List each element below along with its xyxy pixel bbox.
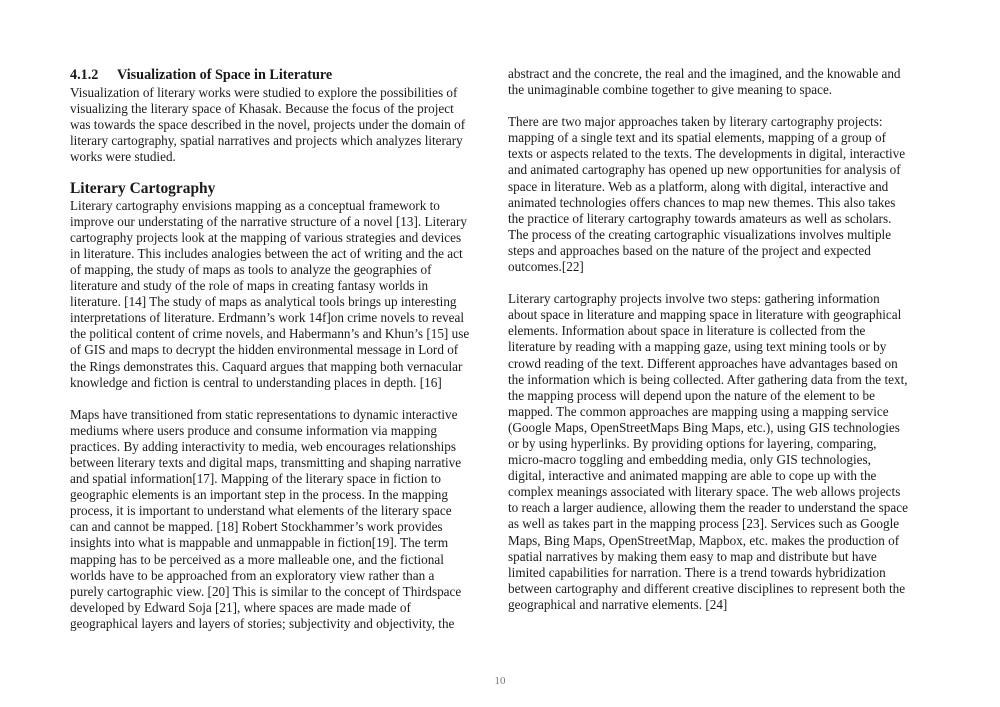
paragraph-maps-transition: Maps have transitioned from static representations to dynamic interactive mediums where users produce and consume information via mapping practices. By adding interactivity to media, web encourages relationships between literary texts and digital maps, transmitting and shaping narrative and spatial information[17]. Mapping of the literary space in fiction to geographic elements is an important step in the process. In the mapping process, it is important to understand what elements of the literary space can and cannot be mapped. [18] Robert Stockhammer’s work provides insights into what is mappable and unmappable in fiction[19]. The term mapping has to be perceived as a more malleable one, and the fictional worlds have to be approached from an exploratory view rather than a purely cartographic view. [20] This is similar to the concept of Thirdspace developed by Edward Soja [21], where spaces are made made of geographical layers and layers of stories; subjectivity and objectivity, the: [70, 406, 462, 631]
subheading-literary-cartography: Literary Cartography: [70, 180, 216, 198]
section-number: 4.1.2: [70, 67, 99, 83]
paragraph-two-approaches: There are two major approaches taken by literary cartography projects: mapping of a single text and its spatial elements, mapping of a group of texts or aspects related to the texts. The developments in digital, interactive and animated cartography has opened up new opportunities for analysis of space in literature. Web as a platform, along with digital, interactive and animated technologies offers chances to map new themes. This also takes the practice of literary cartography towards amateurs as well as scholars. The process of the creating cartographic visualizations involves multiple steps and approaches based on the nature of the project and expected outcomes.[22]: [508, 114, 906, 275]
section-heading: [70, 66, 470, 84]
paragraph-continued: abstract and the concrete, the real and the imagined, and the knowable and the unimaginable combine together to give meaning to space.: [508, 66, 901, 98]
paragraph-literary-cartography: Literary cartography envisions mapping as a conceptual framework to improve our understating of the narrative structure of a novel [13]. Literary cartography projects look at the mapping of various strategies and devices in literature. This includes analogies between the act of writing and the act of mapping, the study of maps as tools to analyze the geographies of literature and study of the role of maps in creating fantasy worlds in literature. [14] The study of maps as analytical tools brings up interesting interpretations of literature. Erdmann’s work 14f]on crime novels to reveal the political content of crime novels, and Habermann’s and Khun’s [15] use of GIS and maps to decrypt the hidden environmental message in Lord of the Rings demonstrates this. Caquard argues that mapping both vernacular knowledge and fiction is central to understanding places in depth. [16]: [70, 197, 470, 390]
section-title: Visualization of Space in Literature: [117, 67, 333, 83]
right-column: [508, 66, 908, 613]
paragraph-two-steps: Literary cartography projects involve two steps: gathering information about space in literature and mapping space in literature with geographical elements. Information about space in literature is collected from the literature by reading with a mapping gaze, using text mining tools or by crowd reading of the text. Different approaches have advantages based on the information which is being collected. After gathering data from the text, the mapping process will depend upon the nature of the element to be mapped. The common approaches are mapping using a mapping service (Google Maps, OpenStreetMaps Bing Maps, etc.), using GIS technologies or by using hyperlinks. By providing options for layering, comparing, micro-macro toggling and embedding media, only GIS technologies, digital, interactive and animated mapping are able to cope up with the complex meanings associated with literary space. The web allows projects to reach a larger audience, allowing them the reader to understand the space as well as takes part in the mapping process [23]. Services such as Google Maps, Bing Maps, OpenStreetMap, Mapbox, etc. makes the production of spatial narratives by making them easy to map and distribute but have limited capabilities for narration. There is a trend towards hybridization between cartography and different creative disciplines to represent both the geographical and narrative elements. [24]: [508, 291, 908, 612]
left-column: [70, 66, 470, 632]
intro-paragraph: Visualization of literary works were studied to explore the possibilities of visualizing the literary space of Khasak. Because the focus of the project was towards the space described in the novel, projects under the domain of literary cartography, spatial narratives and projects which analyzes literary works were studied.: [70, 85, 466, 165]
page-number: 10: [494, 675, 506, 687]
